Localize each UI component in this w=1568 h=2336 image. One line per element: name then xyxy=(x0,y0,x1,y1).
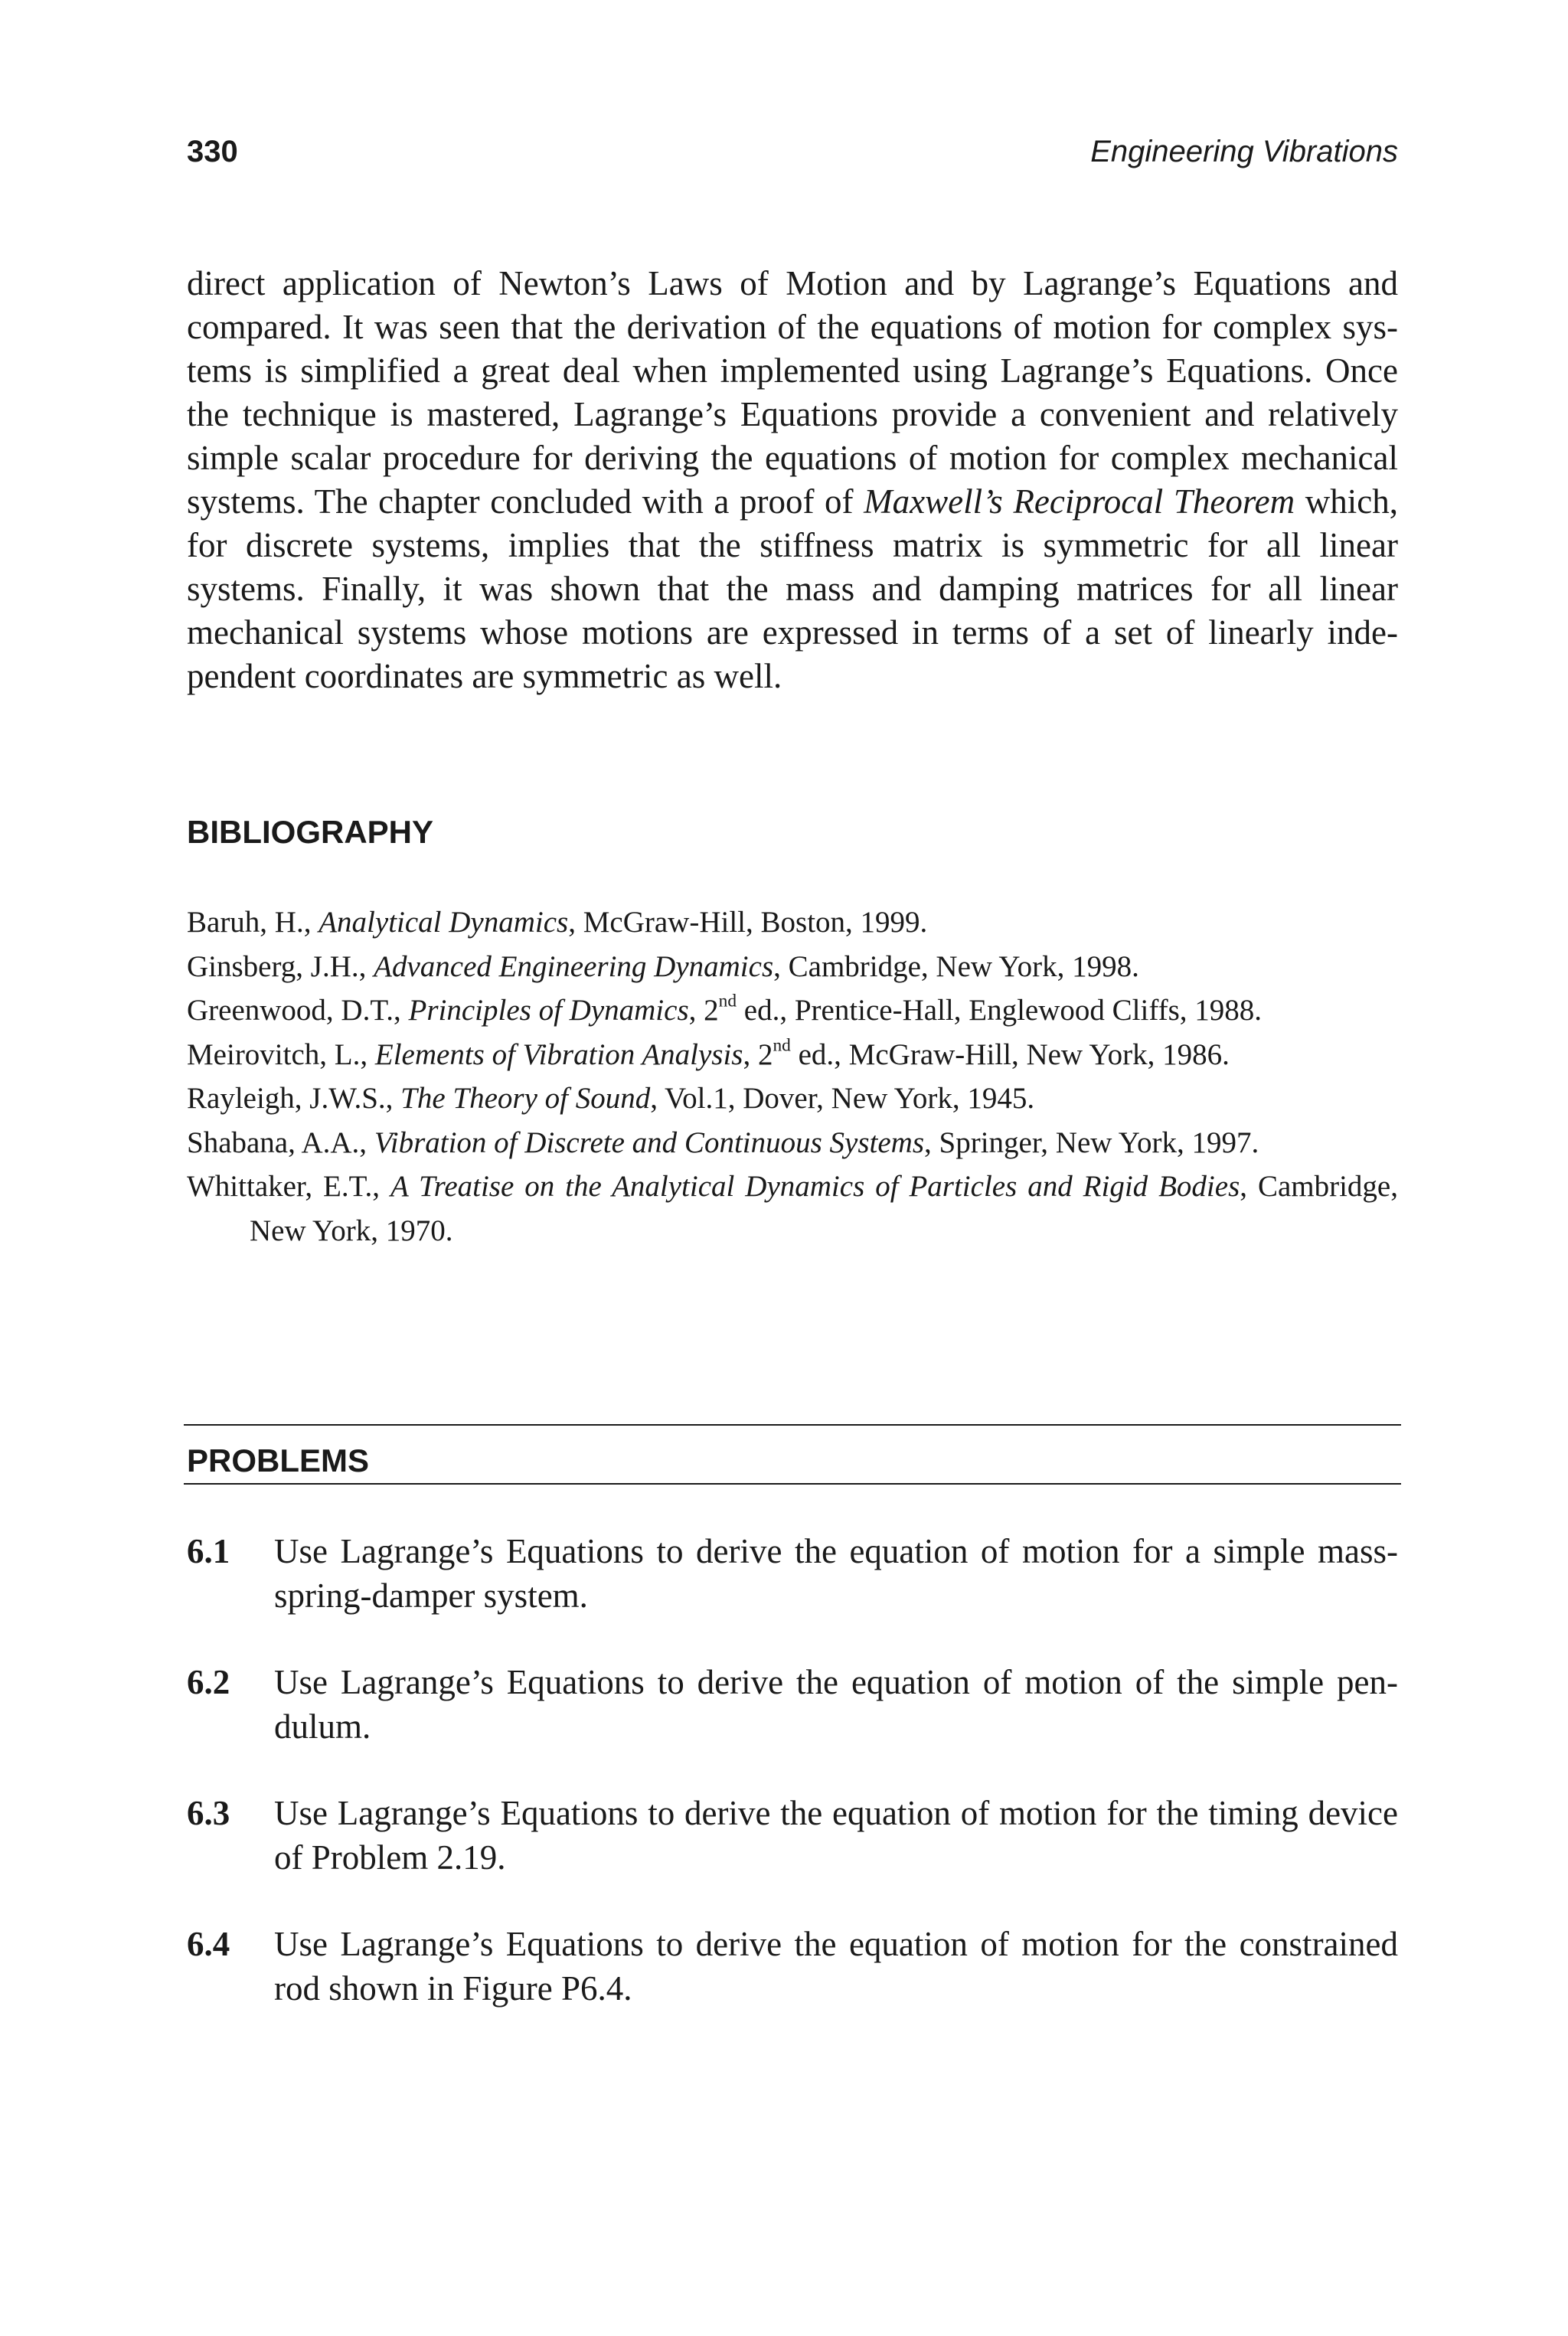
bibliography-entry xyxy=(187,1077,1398,1121)
bib-title: Analytical Dynamics xyxy=(318,906,569,939)
problems-rule-bottom xyxy=(184,1483,1401,1485)
problem-item xyxy=(187,1923,1398,2011)
bib-details: ed., McGraw-Hill, New York, 1986. xyxy=(790,1037,1230,1071)
bib-author: Whittaker, E.T., xyxy=(187,1170,390,1203)
book-page xyxy=(187,130,1398,2008)
summary-text-part2: which, for discrete systems, implies that the stiffness matrix is symmetric for all linear systems. Finally, it was shown that the mass and damping matrices for all linear mechanical systems whose motions are expressed in terms of a set of linearly independent coordinates are symmetric as well. xyxy=(187,482,1398,695)
bibliography-entry xyxy=(187,1121,1398,1165)
problem-text: Use Lagrange’s Equations to derive the equation of motion of the simple pendulum. xyxy=(274,1663,1398,1746)
bib-title: Principles of Dynamics xyxy=(408,994,689,1027)
bibliography-entry xyxy=(187,1033,1398,1077)
bib-edition-suffix: nd xyxy=(773,1034,791,1055)
problem-number: 6.4 xyxy=(187,1925,230,1963)
problem-item xyxy=(187,1792,1398,1880)
bib-author: Rayleigh, J.W.S., xyxy=(187,1082,401,1115)
bibliography-heading: BIBLIOGRAPHY xyxy=(187,814,434,850)
book-title: Engineering Vibrations xyxy=(1090,135,1398,168)
bibliography-entry xyxy=(187,900,1398,945)
page-number: 330 xyxy=(187,135,238,168)
bib-details: ed., Prentice-Hall, Englewood Cliffs, 1988. xyxy=(737,994,1263,1027)
bib-details: , Cambridge, New York, 1998. xyxy=(773,949,1139,983)
chapter-summary-paragraph xyxy=(187,262,1398,698)
problem-number: 6.2 xyxy=(187,1663,230,1701)
bib-edition-suffix: nd xyxy=(718,991,737,1011)
bib-author: Meirovitch, L., xyxy=(187,1037,375,1071)
bib-author: Greenwood, D.T., xyxy=(187,994,409,1027)
bib-title: A Treatise on the Analytical Dynamics of Particles and Rigid Bodies xyxy=(390,1170,1240,1203)
bib-author: Ginsberg, J.H., xyxy=(187,949,374,983)
bib-title: Advanced Engineering Dynamics xyxy=(374,949,774,983)
bib-title: Vibration of Discrete and Continuous Systems xyxy=(374,1126,925,1159)
bib-author: Shabana, A.A., xyxy=(187,1126,374,1159)
problem-item xyxy=(187,1661,1398,1749)
bib-edition-number: , 2 xyxy=(743,1037,773,1071)
bib-title: Elements of Vibration Analysis xyxy=(374,1037,743,1071)
problems-list xyxy=(187,1530,1398,2053)
bib-title: The Theory of Sound xyxy=(400,1082,651,1115)
summary-text-part1: direct application of Newton’s Laws of Motion and by Lagrange’s Equations and compared. It was seen that the derivation of the equations of motion for complex systems is simplified a great deal when implemented using Lagrange’s Equations. Once the technique is mastered, Lagrange’s Equations provide a convenient and relatively simple scalar procedure for deriving the equations of motion for complex mechanical systems. The chapter concluded with a proof of xyxy=(187,264,1398,521)
bibliography-entry xyxy=(187,1165,1398,1253)
bib-details: , McGraw-Hill, Boston, 1999. xyxy=(568,906,928,939)
bibliography-entry xyxy=(187,945,1398,989)
bib-edition-number: , 2 xyxy=(688,994,719,1027)
problem-number: 6.3 xyxy=(187,1794,230,1832)
problem-text: Use Lagrange’s Equations to derive the equation of motion for the timing device of Problem 2.19. xyxy=(274,1794,1398,1877)
problems-rule-top xyxy=(184,1424,1401,1426)
summary-theorem-name: Maxwell’s Reciprocal Theorem xyxy=(864,482,1295,521)
problem-number: 6.1 xyxy=(187,1532,230,1570)
problems-heading: PROBLEMS xyxy=(187,1442,370,1478)
running-head xyxy=(187,130,1398,176)
bibliography-list xyxy=(187,900,1398,1253)
bib-details: , Springer, New York, 1997. xyxy=(924,1126,1259,1159)
bib-author: Baruh, H., xyxy=(187,906,319,939)
bib-details: , Vol.1, Dover, New York, 1945. xyxy=(650,1082,1035,1115)
problem-text: Use Lagrange’s Equations to derive the equation of motion for a simple mass-spring-damper system. xyxy=(274,1532,1398,1615)
bib-details: , Cambridge, New York, 1970. xyxy=(250,1170,1398,1247)
bibliography-entry xyxy=(187,988,1398,1033)
problem-text: Use Lagrange’s Equations to derive the equation of motion for the constrained rod shown in Figure P6.4. xyxy=(274,1925,1398,2008)
problem-item xyxy=(187,1530,1398,1618)
